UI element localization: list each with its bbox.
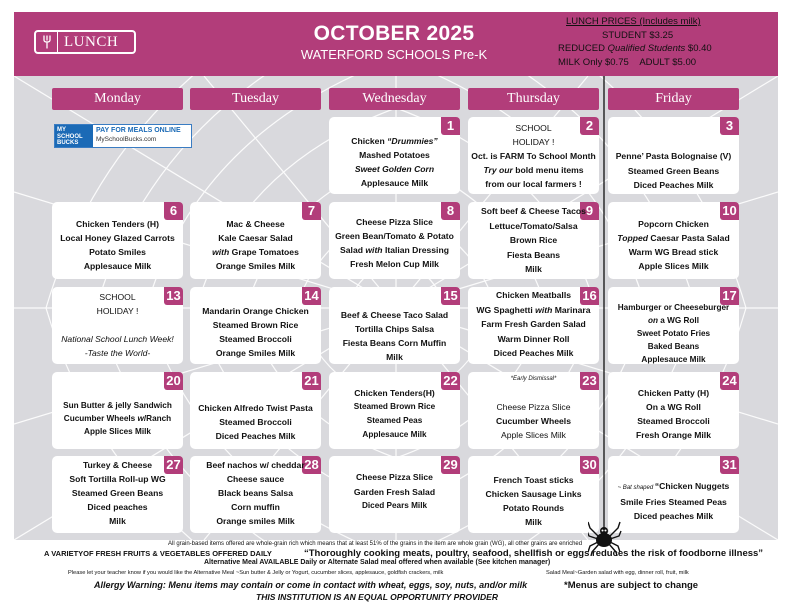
- day-cell-15: 15 Beef & Cheese Taco Salad Tortilla Chips Salsa Fiesta Beans Corn Muffin Milk: [329, 287, 460, 364]
- day-header-friday: Friday: [608, 88, 739, 110]
- day-number: 10: [720, 202, 739, 220]
- early-dismissal-note: *Early Dismissal*: [510, 376, 557, 382]
- lunch-prices: [554, 15, 778, 69]
- day-number: 20: [164, 372, 183, 390]
- day-number: 22: [441, 372, 460, 390]
- day-cell-24: 24 Chicken Patty (H) On a WG Roll Steamed Broccoli Fresh Orange Milk: [608, 372, 739, 449]
- myschoolbucks-badge[interactable]: [54, 124, 192, 148]
- day-number: 9: [580, 202, 599, 220]
- day-number: 27: [164, 456, 183, 474]
- fork-icon: [36, 32, 58, 52]
- day-cell-2: 2 SCHOOL HOLIDAY ! Oct. is FARM To School Month Try our bold menu items from our local farmers !: [468, 117, 599, 194]
- whole-grain-note: All grain-based items offered are whole-grain rich which means that at least 51% of the grains in the item are whole grain (WG), all other grains are enriched: [168, 541, 583, 547]
- day-header-wednesday: Wednesday: [329, 88, 460, 110]
- alternative-meal-note: Alternative Meal AVAILABLE Daily or Alternate Salad meal offered when available (See kitchen manager): [204, 559, 551, 566]
- day-cell-31: 31 ~ Bat shaped “Chicken Nuggets Smile Fries Steamed Peas Diced peaches Milk: [608, 456, 739, 533]
- day-number: 30: [580, 456, 599, 474]
- myschoolbucks-logo: MY SCHOOL BUCKS: [55, 125, 93, 147]
- day-number: 24: [720, 372, 739, 390]
- pay-online-text: PAY FOR MEALS ONLINE: [96, 127, 181, 134]
- day-header-tuesday: Tuesday: [190, 88, 321, 110]
- day-number: 29: [441, 456, 460, 474]
- salad-meal-note: Salad Meal~Garden salad with egg, dinner roll, fruit, milk: [546, 570, 689, 576]
- day-cell-17: 17 Hamburger or Cheeseburger on a WG Roll Sweet Potato Fries Baked Beans Applesauce Milk: [608, 287, 739, 364]
- day-number: 16: [580, 287, 599, 305]
- footer: [0, 540, 792, 612]
- day-number: 17: [720, 287, 739, 305]
- prices-heading: LUNCH PRICES (Includes milk): [566, 16, 701, 27]
- day-cell-10: 10 Popcorn Chicken Topped Caesar Pasta Salad Warm WG Bread stick Apple Slices Milk: [608, 202, 739, 279]
- day-number: 15: [441, 287, 460, 305]
- day-number: 31: [720, 456, 739, 474]
- day-number: 3: [720, 117, 739, 135]
- teacher-note: Please let your teacher know if you would like the Alternative Meal ~Sun butter & Jelly or Yogurt, cucumber slices, applesauce, goldfish crackers, milk: [68, 570, 444, 576]
- day-cell-28: 28 Beef nachos w/ cheddar Cheese sauce Black beans Salsa Corn muffin Orange smiles Milk: [190, 456, 321, 533]
- allergy-warning: Allergy Warning: Menu items may contain or come in contact with wheat, eggs, soy, nuts, and/or milk: [94, 580, 528, 590]
- day-cell-6: 6 Chicken Tenders (H) Local Honey Glazed Carrots Potato Smiles Applesauce Milk: [52, 202, 183, 279]
- day-cell-13: 13 SCHOOL HOLIDAY ! National School Lunch Week! -Taste the World-: [52, 287, 183, 364]
- day-number: 7: [302, 202, 321, 220]
- lunch-logo: [34, 30, 136, 54]
- day-cell-21: 21 Chicken Alfredo Twist Pasta Steamed Broccoli Diced Peaches Milk: [190, 372, 321, 449]
- day-number: 1: [441, 117, 460, 135]
- spider-icon: [588, 76, 628, 556]
- day-cell-14: 14 Mandarin Orange Chicken Steamed Brown Rice Steamed Broccoli Orange Smiles Milk: [190, 287, 321, 364]
- header-banner: [14, 12, 778, 76]
- reduced-price: REDUCED Qualified Students $0.40: [558, 43, 712, 54]
- equal-opportunity-note: THIS INSTITUTION IS AN EQUAL OPPORTUNITY PROVIDER: [256, 592, 498, 602]
- day-number: 14: [302, 287, 321, 305]
- day-header-thursday: Thursday: [468, 88, 599, 110]
- logo-label: LUNCH: [64, 33, 119, 50]
- milk-adult-price: MILK Only $0.75 ADULT $5.00: [558, 56, 697, 68]
- day-cell-7: 7 Mac & Cheese Kale Caesar Salad with Grape Tomatoes Orange Smiles Milk: [190, 202, 321, 279]
- day-cell-8: 8 Cheese Pizza Slice Green Bean/Tomato & Potato Salad with Italian Dressing Fresh Melon Cup Milk: [329, 202, 460, 279]
- day-header-monday: Monday: [52, 88, 183, 110]
- day-number: 8: [441, 202, 460, 220]
- day-cell-3: 3 Penne’ Pasta Bolognaise (V) Steamed Green Beans Diced Peaches Milk: [608, 117, 739, 194]
- day-cell-27: 27 Turkey & Cheese Soft Tortilla Roll-up WG Steamed Green Beans Diced peaches Milk: [52, 456, 183, 533]
- day-number: 21: [302, 372, 321, 390]
- day-cell-30: 30 French Toast sticks Chicken Sausage Links Potato Rounds Milk: [468, 456, 599, 533]
- day-number: 13: [164, 287, 183, 305]
- menu-change-note: *Menus are subject to change: [564, 580, 699, 591]
- myschoolbucks-url[interactable]: MySchoolBucks.com: [96, 136, 157, 143]
- day-cell-23: 23 *Early Dismissal* Cheese Pizza Slice Cucumber Wheels Apple Slices Milk: [468, 372, 599, 449]
- day-cell-1: 1 Chicken “Drummies” Mashed Potatoes Sweet Golden Corn Applesauce Milk: [329, 117, 460, 194]
- day-cell-20: 20 Sun Butter & jelly Sandwich Cucumber Wheels w/Ranch Apple Slices Milk: [52, 372, 183, 449]
- page-subtitle: WATERFORD SCHOOLS Pre-K: [300, 47, 488, 62]
- variety-note: A VARIETYOF FRESH FRUITS & VEGETABLES OFFERED DAILY: [44, 549, 272, 558]
- food-safety-note: “Thoroughly cooking meats, poultry, seafood, shellfish or eggs reduces the risk of foodborne illness”: [304, 548, 764, 559]
- day-number: 28: [302, 456, 321, 474]
- day-cell-22: 22 Chicken Tenders(H) Steamed Brown Rice Steamed Peas Applesauce Milk: [329, 372, 460, 449]
- day-cell-29: 29 Cheese Pizza Slice Garden Fresh Salad Diced Pears Milk: [329, 456, 460, 533]
- day-cell-9: 9 Soft beef & Cheese Tacos Lettuce/Tomato/Salsa Brown Rice Fiesta Beans Milk: [468, 202, 599, 279]
- student-price: STUDENT $3.25: [602, 29, 674, 41]
- day-cell-16: 16 Chicken Meatballs WG Spaghetti with Marinara Farm Fresh Garden Salad Warm Dinner Roll Diced Peaches Milk: [468, 287, 599, 364]
- day-number: 23: [580, 372, 599, 390]
- page-title: OCTOBER 2025: [313, 22, 475, 45]
- day-number: 6: [164, 202, 183, 220]
- day-number: 2: [580, 117, 599, 135]
